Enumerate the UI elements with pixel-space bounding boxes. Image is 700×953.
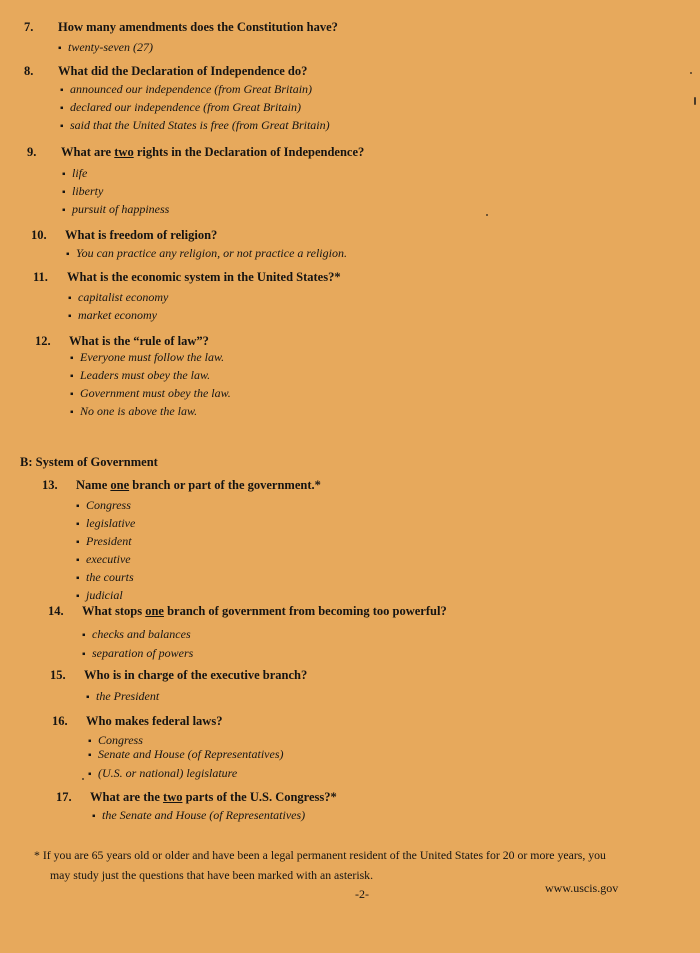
- question-number: 15.: [50, 668, 66, 682]
- answer-item: ▪ the courts: [76, 570, 134, 584]
- emphasis-underline: two: [114, 145, 134, 159]
- answer-item: ▪ the Senate and House (of Representatives): [92, 808, 306, 822]
- answer-item: ▪ market economy: [68, 308, 157, 322]
- answer-item: ▪ legislative: [76, 516, 136, 530]
- section-heading: B: System of Government: [20, 455, 158, 469]
- answer-item: ▪ You can practice any religion, or not practice a religion.: [66, 246, 347, 260]
- question-number: 7.: [24, 20, 34, 34]
- answer-item: ▪ said that the United States is free (from Great Britain): [60, 118, 330, 132]
- question-text: How many amendments does the Constitution have?: [58, 20, 338, 34]
- answer-item: ▪ separation of powers: [82, 646, 194, 660]
- question-10: [31, 228, 217, 243]
- answer-item: ▪ Leaders must obey the law.: [70, 368, 211, 382]
- scan-speck: [690, 72, 692, 74]
- question-text: Who makes federal laws?: [86, 714, 223, 728]
- answer-item: ▪ Senate and House (of Representatives): [88, 747, 284, 761]
- answer-item: ▪ declared our independence (from Great Britain): [60, 100, 301, 114]
- answer-item: ▪ life: [62, 166, 88, 180]
- answer-item: ▪ (U.S. or national) legislature: [88, 766, 238, 780]
- website-link[interactable]: www.uscis.gov: [545, 881, 619, 895]
- emphasis-underline: two: [163, 790, 183, 804]
- question-13: 13. Name one branch or part of the government.*: [42, 478, 321, 492]
- question-text: What did the Declaration of Independence do?: [58, 64, 308, 78]
- question-number: 11.: [33, 270, 48, 284]
- scan-speck: [486, 214, 488, 216]
- scan-speck: [694, 97, 696, 105]
- question-text: What is freedom of religion?: [65, 228, 218, 242]
- question-number: 13.: [42, 478, 58, 492]
- answer-item: ▪ judicial: [76, 588, 123, 602]
- question-number: 16.: [52, 714, 68, 728]
- answer-item: ▪ Congress: [76, 498, 131, 512]
- answer-item: ▪ pursuit of happiness: [62, 202, 170, 216]
- answer-item: ▪ Everyone must follow the law.: [70, 350, 225, 364]
- question-12: [35, 334, 209, 349]
- answer-item: ▪ announced our independence (from Great Britain): [60, 82, 313, 96]
- question-11: [33, 270, 341, 285]
- question-number: 9.: [27, 145, 37, 159]
- question-number: 12.: [35, 334, 51, 348]
- question-number: 10.: [31, 228, 47, 242]
- question-9: 9. What are two rights in the Declaration of Independence?: [27, 145, 365, 159]
- answer-item: ▪ checks and balances: [82, 627, 191, 641]
- question-text: Who is in charge of the executive branch?: [84, 668, 308, 682]
- page-number: -2-: [355, 887, 369, 901]
- question-17: 17. What are the two parts of the U.S. Congress?*: [56, 790, 337, 804]
- question-text: What is the “rule of law”?: [69, 334, 209, 348]
- answer-item: ▪ liberty: [62, 184, 104, 198]
- question-text: What is the economic system in the United States?*: [67, 270, 341, 284]
- question-7: [24, 20, 338, 35]
- question-16: [52, 714, 222, 729]
- question-14: 14. What stops one branch of government from becoming too powerful?: [48, 604, 447, 618]
- question-8: [24, 64, 307, 79]
- footnote: * If you are 65 years old or older and have been a legal permanent resident of the United States for 20 or more years, you: [34, 848, 606, 862]
- footnote-continued: may study just the questions that have been marked with an asterisk.: [50, 868, 374, 882]
- emphasis-underline: one: [145, 604, 164, 618]
- emphasis-underline: one: [110, 478, 130, 492]
- answer-item: ▪ Government must obey the law.: [70, 386, 231, 400]
- answer-item: ▪ the President: [86, 689, 160, 703]
- answer-item: ▪ President: [76, 534, 132, 548]
- question-15: [50, 668, 307, 683]
- answer-item: ▪ executive: [76, 552, 131, 566]
- question-number: 17.: [56, 790, 72, 804]
- answer-item: ▪ No one is above the law.: [70, 404, 198, 418]
- question-number: 8.: [24, 64, 34, 78]
- question-number: 14.: [48, 604, 64, 618]
- answer-item: ▪ twenty-seven (27): [58, 40, 153, 54]
- answer-item: ▪ capitalist economy: [68, 290, 169, 304]
- answer-item: ▪ Congress: [88, 733, 143, 747]
- scan-speck: [82, 778, 84, 780]
